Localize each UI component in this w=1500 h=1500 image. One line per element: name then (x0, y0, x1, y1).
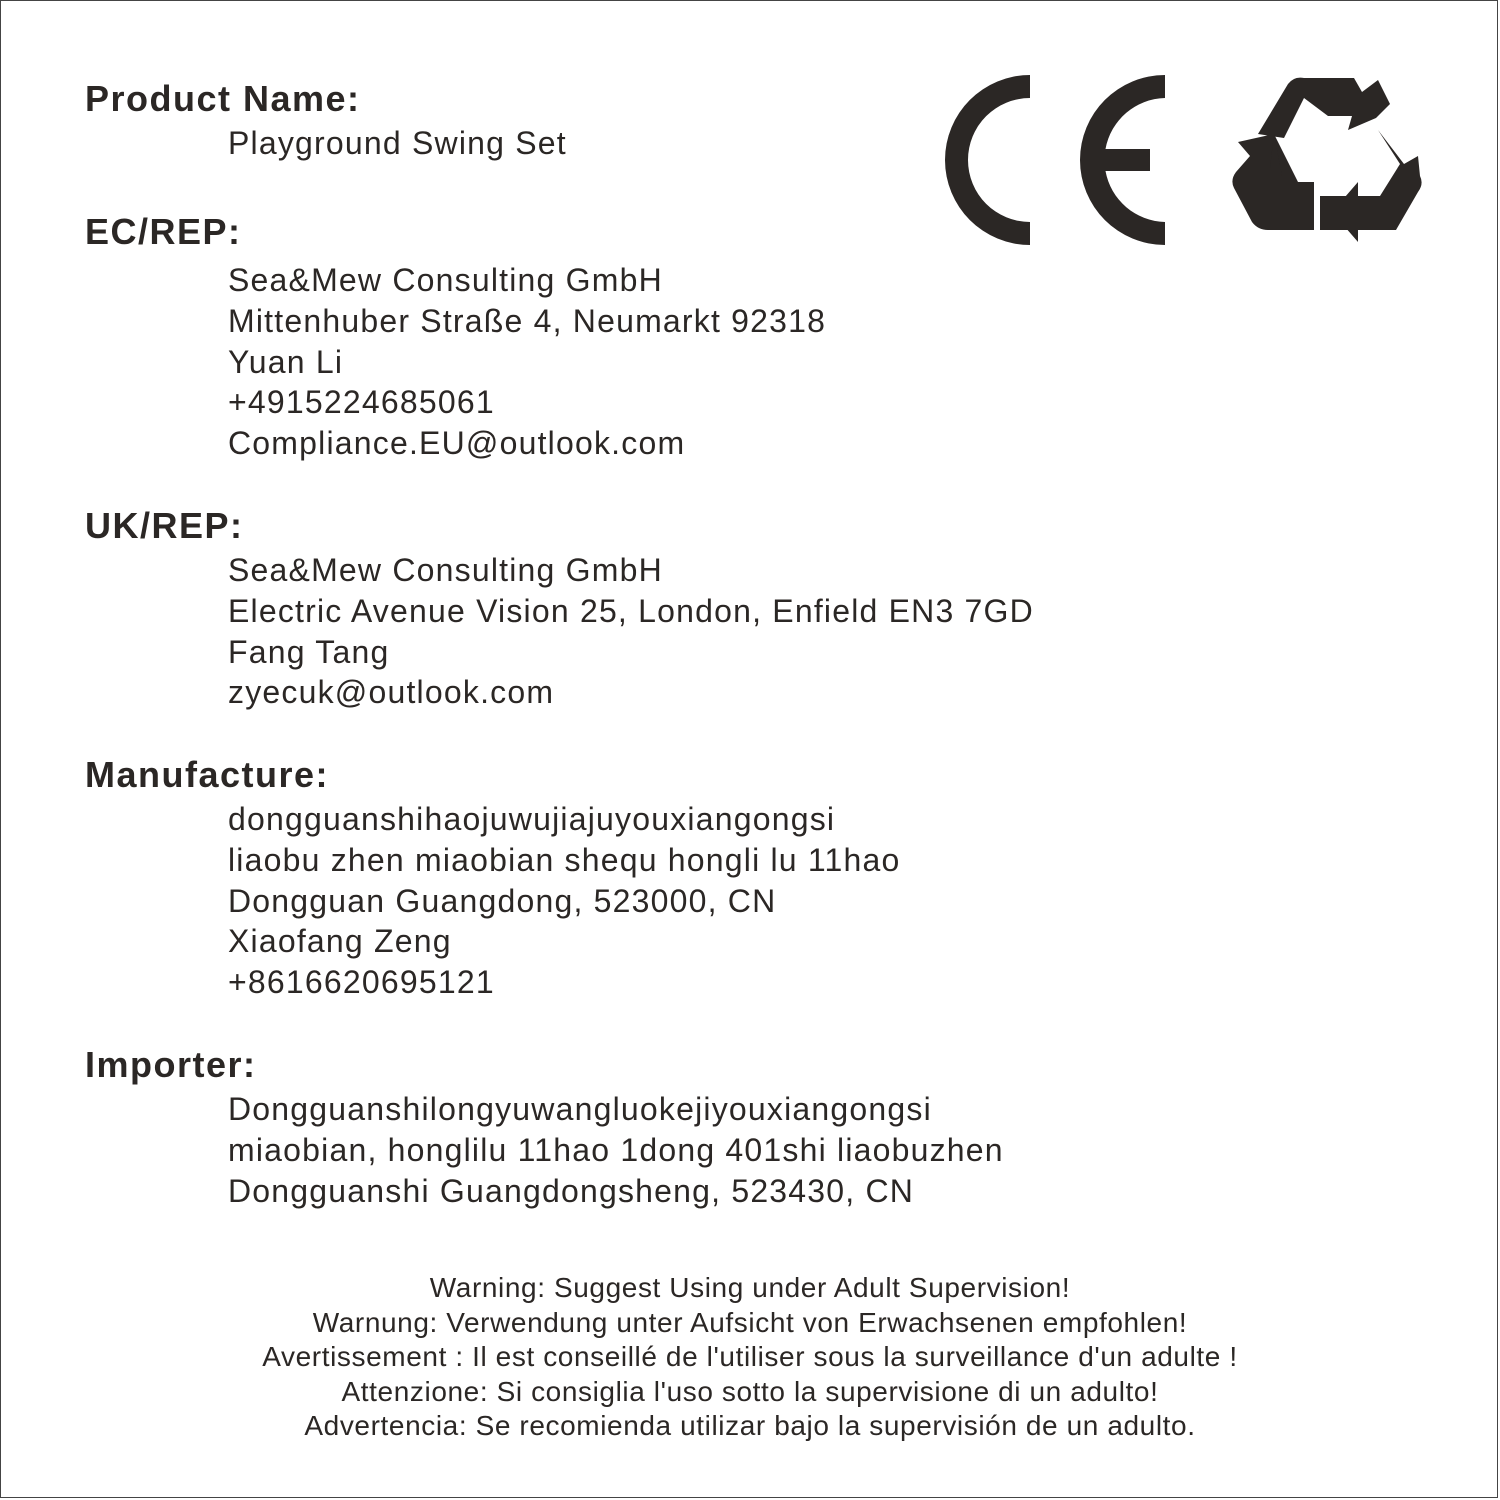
ec-rep-company: Sea&Mew Consulting GmbH (228, 262, 663, 298)
manufacture-heading: Manufacture: (85, 754, 330, 795)
warning-spanish: Advertencia: Se recomienda utilizar bajo la supervisión de un adulto. (304, 1410, 1196, 1441)
warning-english: Warning: Suggest Using under Adult Supervision! (429, 1272, 1071, 1303)
manufacture-contact: Xiaofang Zeng (228, 923, 452, 960)
importer-heading: Importer: (85, 1044, 257, 1085)
uk-rep-lines (228, 550, 1034, 713)
warning-german: Warnung: Verwendung unter Aufsicht von Erwachsenen empfohlen! (312, 1306, 1188, 1338)
manufacture-company: dongguanshihaojuwujiajuyouxiangongsi (228, 801, 836, 837)
product-name-section (85, 79, 567, 164)
uk-rep-contact: Fang Tang (228, 633, 390, 670)
product-name-value: Playground Swing Set (228, 125, 567, 161)
uk-rep-section (85, 506, 1034, 713)
ec-rep-lines (228, 260, 826, 464)
importer-lines (228, 1089, 1004, 1211)
warning-french: Avertissement : Il est conseillé de l'utiliser sous la surveillance d'un adulte ! (262, 1341, 1238, 1372)
manufacture-section (85, 755, 901, 1003)
uk-rep-address: Electric Avenue Vision 25, London, Enfield EN3 7GD (228, 592, 1034, 629)
uk-rep-heading: UK/REP: (85, 505, 244, 546)
warnings-block (0, 1271, 1500, 1444)
importer-street: miaobian, honglilu 11hao 1dong 401shi liaobuzhen (228, 1131, 1004, 1168)
uk-rep-email: zyecuk@outlook.com (228, 674, 555, 711)
ec-rep-section (85, 212, 826, 464)
ec-rep-address: Mittenhuber Straße 4, Neumarkt 92318 (228, 302, 827, 339)
ce-mark-icon (930, 70, 1170, 250)
importer-city: Dongguanshi Guangdongsheng, 523430, CN (228, 1172, 915, 1209)
uk-rep-company: Sea&Mew Consulting GmbH (228, 552, 663, 588)
product-name-lines (228, 123, 567, 164)
ec-rep-email: Compliance.EU@outlook.com (228, 425, 686, 462)
product-name-heading: Product Name: (85, 78, 361, 119)
warning-italian: Attenzione: Si consiglia l'uso sotto la supervisione di un adulto! (341, 1375, 1159, 1407)
manufacture-phone: +8616620695121 (228, 964, 495, 1001)
ec-rep-contact: Yuan Li (228, 343, 344, 380)
manufacture-street: liaobu zhen miaobian shequ hongli lu 11hao (228, 841, 901, 878)
importer-section (85, 1045, 1004, 1211)
ec-rep-heading: EC/REP: (85, 211, 242, 252)
manufacture-lines (228, 799, 901, 1003)
recycle-icon (1228, 72, 1428, 250)
ec-rep-phone: +4915224685061 (228, 384, 495, 421)
manufacture-city: Dongguan Guangdong, 523000, CN (228, 882, 777, 919)
importer-company: Dongguanshilongyuwangluokejiyouxiangongsi (228, 1091, 932, 1127)
